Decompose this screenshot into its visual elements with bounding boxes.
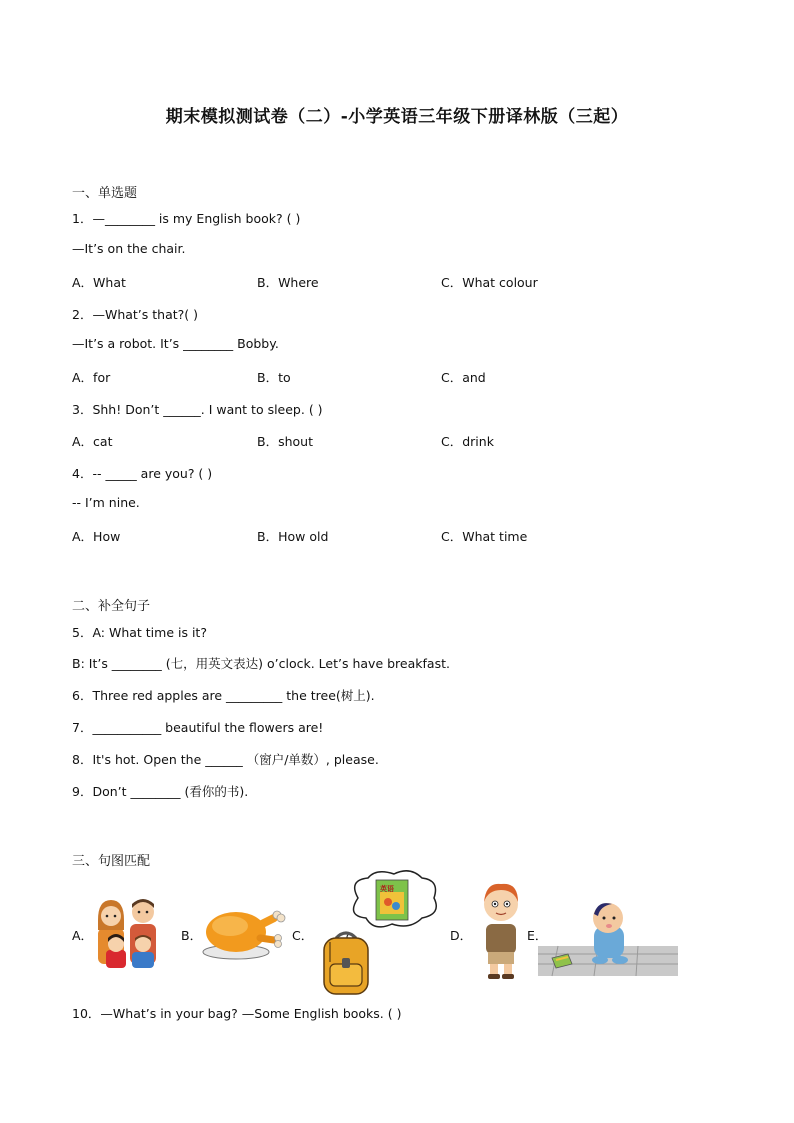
roast-chicken-picture (200, 896, 288, 964)
boy-picture (474, 880, 528, 980)
picture-label-c: C． (292, 928, 314, 943)
q1-option-a: A．What (72, 275, 126, 290)
question-2-stem: 2．—What’s that?( ) (72, 307, 199, 322)
section-heading-2: 二、补全句子 (72, 599, 151, 614)
picture-label-b: B． (181, 928, 203, 943)
picture-label-a: A． (72, 928, 94, 943)
section-heading-3: 三、句图匹配 (72, 854, 151, 869)
question-3-stem: 3．Shh! Don’t ______. I want to sleep. ( ) (72, 402, 323, 417)
book-cover-text: 英语 (380, 885, 394, 893)
q4-option-a: A．How (72, 529, 121, 544)
question-9: 9．Don’t ________ (看你的书). (72, 784, 249, 799)
thought-bubble-picture (344, 868, 442, 934)
q4-option-b: B．How old (257, 529, 329, 544)
question-5a: 5．A: What time is it? (72, 625, 207, 640)
question-1-stem: 1．—________ is my English book? ( ) (72, 211, 301, 226)
q1-option-b: B．Where (257, 275, 319, 290)
q4-option-c: C．What time (441, 529, 528, 544)
section-heading-1: 一、单选题 (72, 186, 138, 201)
question-8: 8．It's hot. Open the ______ （窗户/单数）, please. (72, 752, 379, 767)
q2-option-c: C．and (441, 370, 486, 385)
q1-option-c: C．What colour (441, 275, 538, 290)
q2-option-a: A．for (72, 370, 111, 385)
page-title: 期末模拟测试卷（二）-小学英语三年级下册译林版（三起） (165, 107, 629, 127)
question-1-line2: —It’s on the chair. (72, 241, 186, 256)
q2-option-b: B．to (257, 370, 291, 385)
q3-option-c: C．drink (441, 434, 494, 449)
baby-on-floor-picture (538, 896, 680, 980)
q3-option-b: B．shout (257, 434, 313, 449)
question-6: 6．Three red apples are _________ the tree(树上). (72, 688, 375, 703)
question-10: 10．—What’s in your bag? —Some English books. ( ) (72, 1006, 402, 1021)
question-5b: B: It’s ________ (七，用英文表达) o’clock. Let’s have breakfast. (72, 656, 450, 671)
picture-label-e: E． (527, 928, 548, 943)
picture-label-d: D． (450, 928, 473, 943)
question-4-stem: 4．-- _____ are you? ( ) (72, 466, 213, 481)
backpack-picture (318, 928, 374, 998)
q3-option-a: A．cat (72, 434, 113, 449)
question-7: 7．___________ beautiful the flowers are! (72, 720, 324, 735)
family-picture (92, 894, 166, 968)
question-2-line2: —It’s a robot. It’s ________ Bobby. (72, 336, 279, 351)
question-4-line2: -- I’m nine. (72, 495, 140, 510)
